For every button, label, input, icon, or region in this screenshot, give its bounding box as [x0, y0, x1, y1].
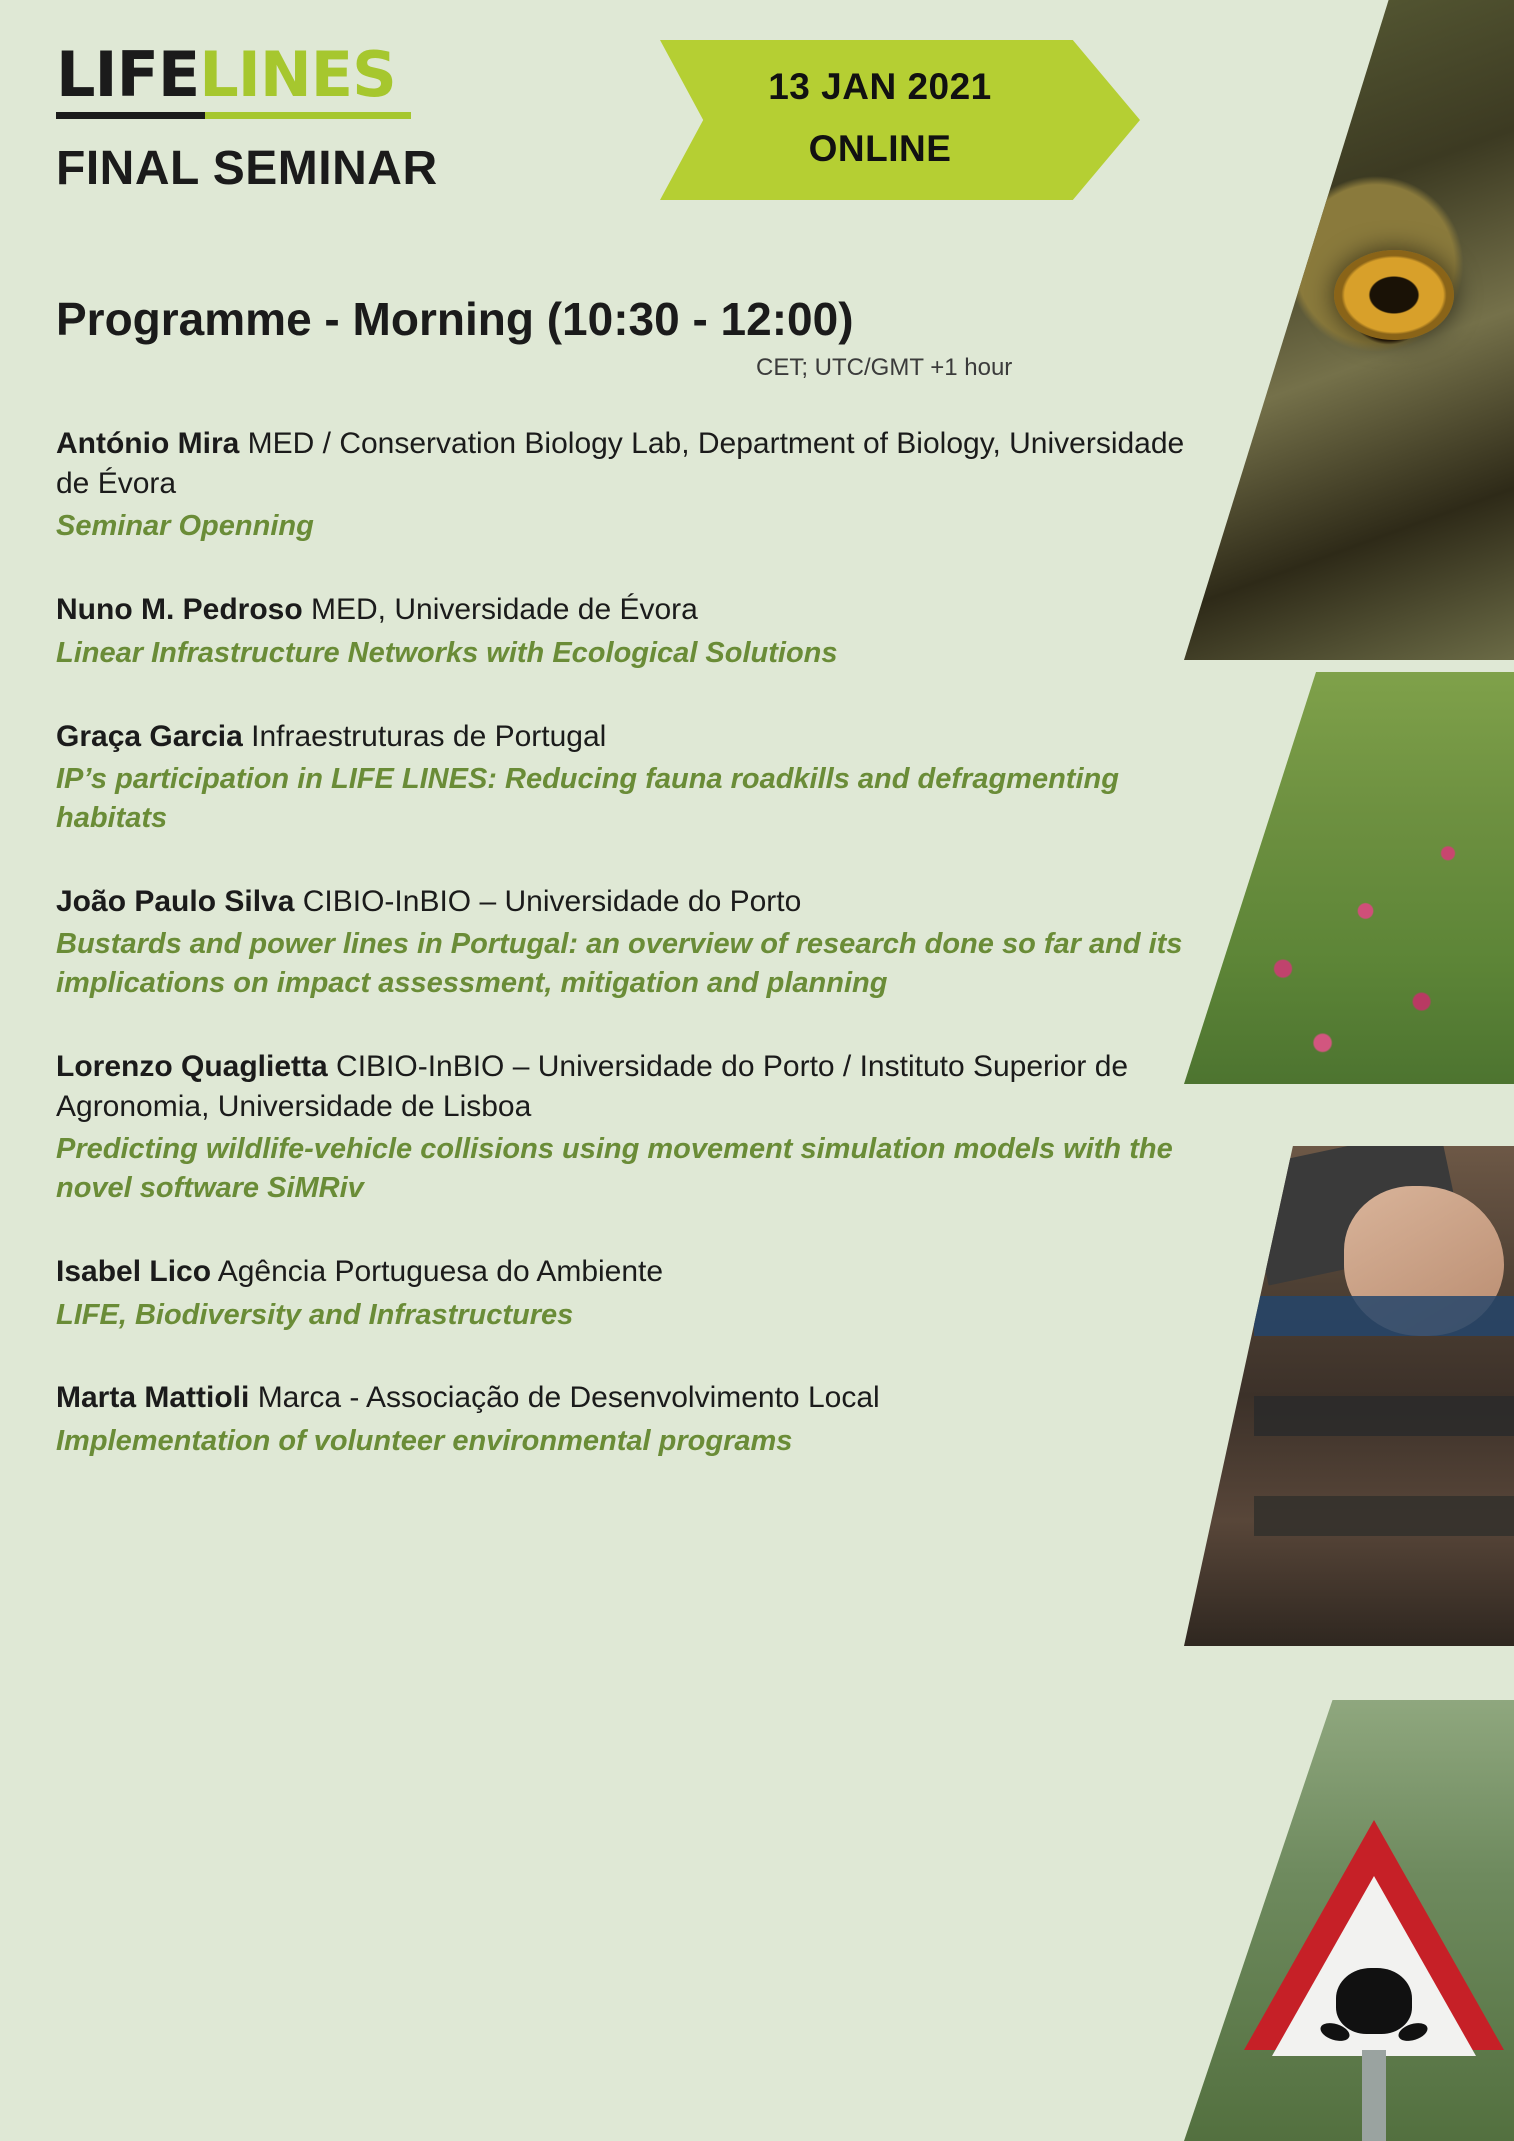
programme-title: Programme - Morning (10:30 - 12:00) [56, 293, 854, 345]
banner-shape [660, 40, 1140, 200]
speaker-name: Marta Mattioli [56, 1381, 250, 1415]
speaker-name: Nuno M. Pedroso [56, 593, 303, 627]
talk-item [56, 1378, 1186, 1460]
banner-date: 13 JAN 2021 [768, 66, 992, 107]
speaker-name: Lorenzo Quaglietta [56, 1050, 328, 1084]
talk-title: Predicting wildlife-vehicle collisions using movement simulation models with the novel software SiMRiv [56, 1133, 1173, 1205]
speaker-name: António Mira [56, 427, 240, 460]
talks-list [56, 424, 1186, 1461]
logo-underline [56, 112, 411, 119]
talk-speaker-line [56, 1047, 1186, 1126]
talk-item [56, 590, 1186, 672]
programme-timezone: CET; UTC/GMT +1 hour [756, 354, 1013, 381]
talk-title: LIFE, Biodiversity and Infrastructures [56, 1298, 574, 1331]
speaker-affiliation: Infraestruturas de Portugal [242, 719, 607, 753]
talk-title: Bustards and power lines in Portugal: an overview of research done so far and its implications on impact assessment, mitigation and planning [56, 928, 1183, 1000]
speaker-affiliation: Agência Portuguesa do Ambiente [211, 1255, 664, 1289]
photo-column [1184, 0, 1514, 2141]
talk-speaker-line [56, 424, 1186, 503]
talk-item [56, 717, 1186, 838]
talk-title: Implementation of volunteer environmental programs [56, 1425, 793, 1458]
poster-subtitle: FINAL SEMINAR [56, 142, 438, 195]
talk-title: Linear Infrastructure Networks with Ecological Solutions [56, 636, 838, 669]
speaker-affiliation: CIBIO-InBIO – Universidade do Porto [294, 884, 802, 918]
seedling-trays-photo [1184, 1146, 1514, 1646]
tray-detail [1254, 1496, 1514, 1536]
speaker-name: João Paulo Silva [56, 884, 295, 918]
frog-eye-photo [1184, 0, 1514, 660]
speaker-affiliation: CIBIO-InBIO – Universidade do Porto / Instituto Superior de Agronomia, Universidade de Lisboa [56, 1050, 1129, 1123]
speaker-affiliation: MED / Conservation Biology Lab, Department of Biology, Universidade de Évora [56, 427, 1185, 500]
logo-lines: LINES [199, 38, 396, 111]
tray-detail [1254, 1296, 1514, 1336]
talk-item [56, 424, 1186, 546]
poster-content [56, 0, 1186, 1505]
talk-item [56, 1252, 1186, 1334]
sign-post [1362, 2050, 1386, 2141]
talk-speaker-line [56, 717, 1186, 757]
talk-title: Seminar Openning [56, 510, 314, 543]
talk-item [56, 882, 1186, 1003]
tray-detail [1254, 1396, 1514, 1436]
speaker-name: Graça Garcia [56, 719, 243, 753]
talk-title: IP’s participation in LIFE LINES: Reducing fauna roadkills and defragmenting habitats [56, 763, 1119, 834]
speaker-affiliation: MED, Universidade de Évora [302, 593, 698, 627]
date-banner [660, 40, 1140, 200]
wildflower-meadow-photo [1184, 672, 1514, 1084]
logo-life: LIFE [56, 38, 200, 111]
speaker-name: Isabel Lico [56, 1255, 212, 1289]
amphibian-crossing-sign-photo [1184, 1700, 1514, 2141]
speaker-affiliation: Marca - Associação de Desenvolvimento Local [249, 1381, 880, 1415]
frog-eye-detail [1334, 250, 1454, 340]
talk-speaker-line [56, 590, 1186, 630]
talk-item [56, 1047, 1186, 1208]
talk-speaker-line [56, 1252, 1186, 1292]
frog-icon [1336, 1968, 1412, 2034]
banner-mode: ONLINE [808, 128, 952, 169]
talk-speaker-line [56, 882, 1186, 922]
talk-speaker-line [56, 1378, 1186, 1418]
